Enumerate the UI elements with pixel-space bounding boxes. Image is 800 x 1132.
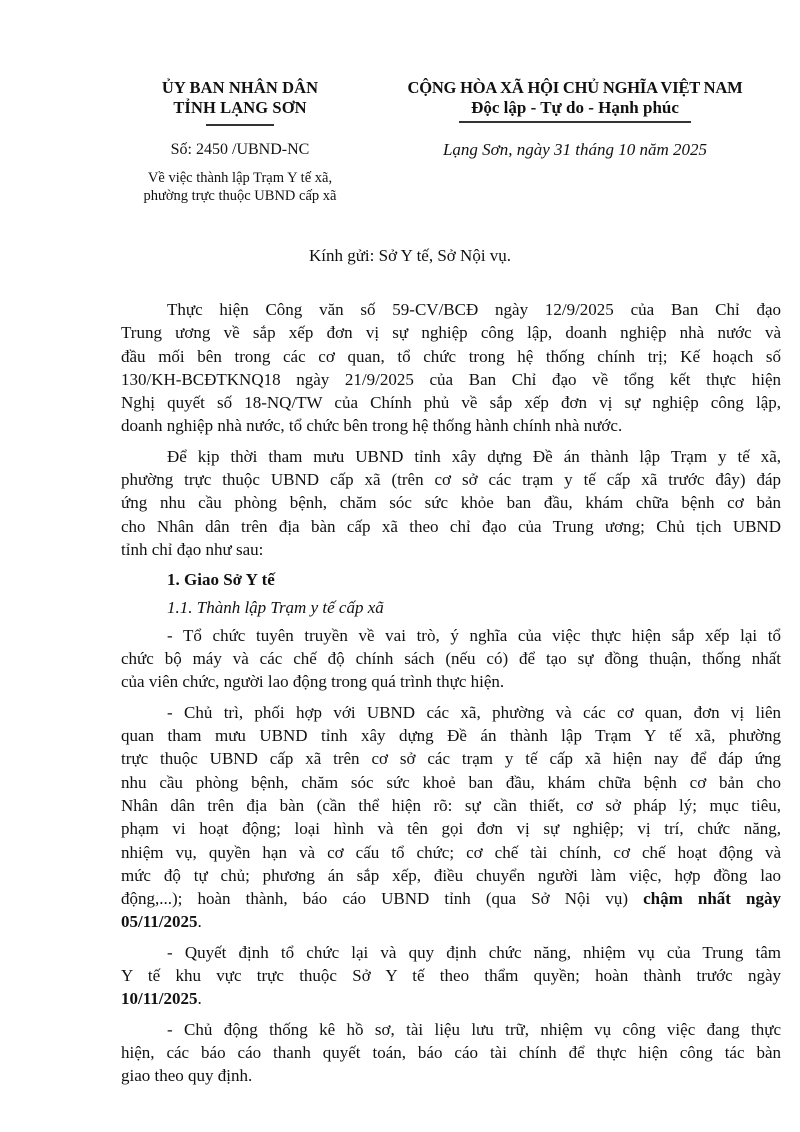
text-line: - Chủ động thống kê hồ sơ, tài liệu lưu trữ, nhiệm vụ công việc đang thực [167, 1019, 781, 1039]
text-line: phường trực thuộc UBND cấp xã (trên cơ sở các trạm y tế cấp xã trước đây) đáp [121, 470, 781, 490]
national-motto: Độc lập - Tự do - Hạnh phúc [471, 98, 679, 117]
deadline-date: 10/11/2025 [121, 989, 198, 1009]
subject-line2: phường trực thuộc UBND cấp xã [143, 187, 337, 204]
text-line: nhu cầu phòng bệnh, chăm sóc sức khoẻ ban đầu, khám chữa bệnh cơ bản cho [121, 772, 781, 792]
document-number: Số: 2450 /UBND-NC [170, 140, 310, 158]
section-heading-1: 1. Giao Sở Y tế [167, 570, 275, 590]
text-line: trực thuộc UBND cấp xã trên cơ sở các trạm y tế cấp xã hiện nay để đáp ứng [121, 749, 781, 769]
text-line: Y tế khu vực trực thuộc Sở Y tế theo thẩm quyền; hoàn thành trước ngày [121, 966, 781, 986]
text-line: 130/KH-BCĐTKNQ18 ngày 21/9/2025 của Ban Chỉ đạo về tổng kết thực hiện [121, 369, 781, 389]
text-run: . [197, 912, 202, 932]
text-line: quan tham mưu UBND tỉnh xây dựng Đề án thành lập Trạm Y tế xã, phường [121, 726, 781, 746]
text-line: nhiệm vụ, quyền hạn và cơ cấu tổ chức; cơ chế tài chính, cơ chế hoạt động và [121, 842, 781, 862]
text-line: doanh nghiệp nhà nước, tổ chức bên trong hệ thống hành chính nhà nước. [121, 416, 623, 436]
deadline-date: 05/11/2025 [121, 912, 198, 932]
paragraph-5 [121, 941, 781, 1011]
paragraph-2 [121, 445, 781, 561]
text-run: . [197, 989, 202, 1009]
authority-underline [206, 124, 274, 126]
text-line: hiện, các báo cáo thanh quyết toán, báo cáo tài chính để thực hiện công tác bàn [121, 1042, 781, 1062]
paragraph-3 [121, 624, 781, 694]
subject-line1: Về việc thành lập Trạm Y tế xã, [147, 169, 333, 186]
text-line: - Chủ trì, phối hợp với UBND các xã, phường và các cơ quan, đơn vị liên [167, 702, 781, 722]
recipient-line: Kính gửi: Sở Y tế, Sở Nội vụ. [308, 246, 512, 265]
text-line: chức bộ máy và các chế độ chính sách (nếu có) để tạo sự đồng thuận, thống nhất [121, 649, 781, 669]
deadline-text: chậm nhất ngày [643, 889, 782, 909]
paragraph-4 [121, 701, 781, 934]
text-line [121, 987, 781, 1010]
document-body [121, 298, 781, 1088]
text-line: - Quyết định tổ chức lại và quy định chức năng, nhiệm vụ của Trung tâm [167, 942, 781, 962]
issuing-authority-line1: ỦY BAN NHÂN DÂN [161, 78, 319, 97]
text-line: phạm vi hoạt động; loại hình và tên gọi đơn vị sự nghiệp; vị trí, chức năng, [121, 819, 781, 839]
text-line: Để kịp thời tham mưu UBND tỉnh xây dựng Đề án thành lập Trạm y tế xã, [167, 446, 781, 466]
issuing-authority-line2: TỈNH LẠNG SƠN [173, 98, 307, 117]
paragraph-1 [121, 298, 781, 438]
place-date: Lạng Sơn, ngày 31 tháng 10 năm 2025 [442, 139, 708, 159]
text-line: cho Nhân dân trên địa bàn cấp xã theo chỉ đạo của Trung ương; Chủ tịch UBND [121, 516, 781, 536]
text-line: tỉnh chỉ đạo như sau: [121, 539, 264, 559]
text-line: mức độ tự chủ; phương án sắp xếp, điều chuyển người làm việc, hợp đồng lao [121, 865, 781, 885]
text-line: Thực hiện Công văn số 59-CV/BCĐ ngày 12/9/2025 của Ban Chỉ đạo [167, 300, 781, 319]
text-line [121, 887, 781, 910]
text-line: đầu mối bên trong các cơ quan, tổ chức trong hệ thống chính trị; Kế hoạch số [121, 346, 781, 366]
national-title: CỘNG HÒA XÃ HỘI CHỦ NGHĨA VIỆT NAM [407, 78, 743, 97]
paragraph-6 [121, 1018, 781, 1088]
text-line: ứng nhu cầu phòng bệnh, chăm sóc sức khỏe ban đầu, khám chữa bệnh cơ bản [121, 493, 781, 513]
issuing-authority-block [110, 78, 370, 205]
text-run: động,...); hoàn thành, báo cáo UBND tỉnh (qua Sở Nội vụ) [121, 889, 644, 909]
subsection-heading-1-1: 1.1. Thành lập Trạm y tế cấp xã [167, 597, 384, 617]
text-line: Nhân dân trên địa bàn (cần thể hiện rõ: sự cần thiết, cơ sở pháp lý; mục tiêu, [121, 795, 781, 815]
text-line: Nghị quyết số 18-NQ/TW của Chính phủ về sắp xếp đơn vị sự nghiệp công lập, [121, 393, 781, 413]
text-line: Trung ương về sắp xếp đơn vị sự nghiệp công lập, doanh nghiệp nhà nước và [121, 323, 781, 343]
text-line: giao theo quy định. [121, 1066, 253, 1086]
text-line [121, 910, 781, 933]
text-line: - Tổ chức tuyên truyền về vai trò, ý nghĩa của việc thực hiện sắp xếp lại tổ [167, 625, 781, 645]
text-line: của viên chức, người lao động trong quá trình thực hiện. [121, 672, 505, 692]
national-header-block [375, 78, 775, 160]
motto-underline [459, 121, 691, 123]
